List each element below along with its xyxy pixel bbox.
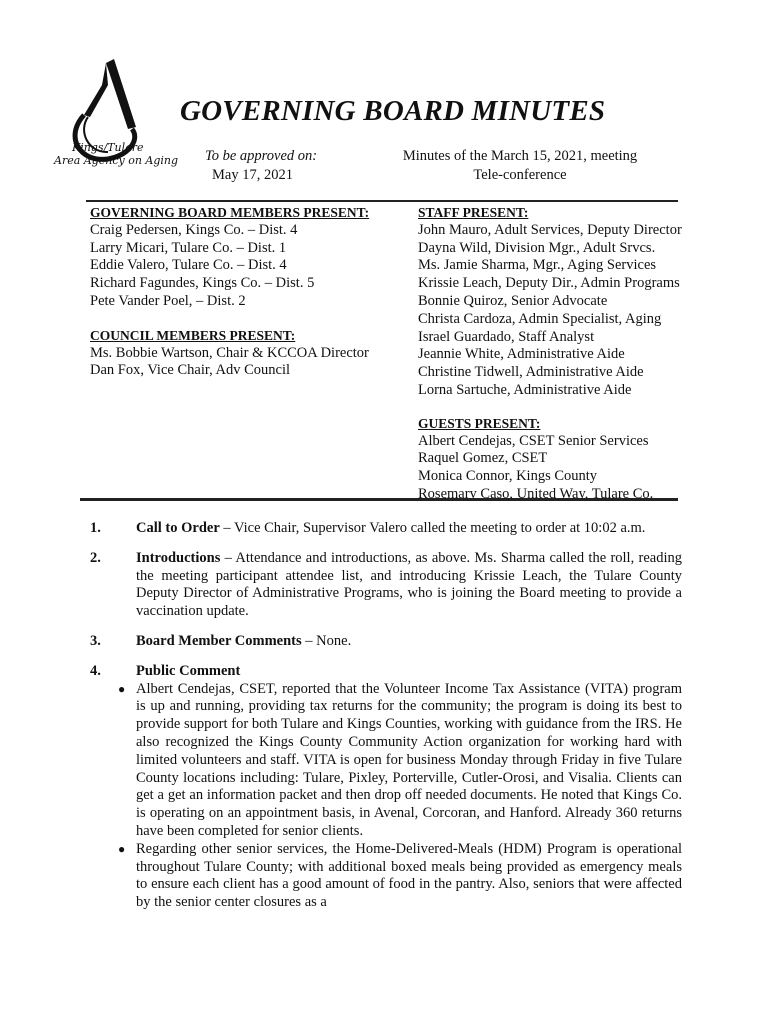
board-member: Eddie Valero, Tulare Co. – Dist. 4 <box>90 257 287 274</box>
staff-member: Lorna Sartuche, Administrative Aide <box>418 381 632 398</box>
item-text: – None. <box>301 632 352 649</box>
staff-member: Ms. Jamie Sharma, Mgr., Aging Services <box>418 257 657 274</box>
staff-member: Krissie Leach, Deputy Dir., Admin Programs <box>418 275 680 292</box>
divider <box>86 200 678 202</box>
board-member: Richard Fagundes, Kings Co. – Dist. 5 <box>90 275 315 292</box>
staff-heading: STAFF PRESENT: <box>418 205 529 220</box>
agenda-item <box>90 550 682 621</box>
attendees-right-column <box>418 204 718 504</box>
staff-member: Christine Tidwell, Administrative Aide <box>418 364 644 381</box>
approve-date: May 17, 2021 <box>212 167 293 183</box>
item-title: Introductions <box>136 549 221 566</box>
staff-member: Israel Guardado, Staff Analyst <box>418 328 595 345</box>
item-number: 3. <box>90 632 101 649</box>
council-member: Dan Fox, Vice Chair, Adv Council <box>90 362 291 379</box>
bullet-text: Albert Cendejas, CSET, reported that the Volunteer Income Tax Assistance (VITA) program is up and running, providing tax returns for the community; the program is doing its best to provide support for both Tulare and Kings Counties, working with guidance from the IRS. He also recognized the Kings County Community Action organization for working hard with limited volunteers and staff. VITA is open for business Monday through Friday in five Tulare County locations including: Tulare, Pixley, Porterville, Cutler-Orosi, and Visalia. Clients can get a get an information packet and then drop off needed documents. He noted that Kings Co. is operating on an appointment basis, in Avenal, Corcoran, and Hanford. Already 360 returns have been completed for senior clients. <box>136 680 682 839</box>
guest: Rosemary Caso, United Way, Tulare Co. <box>418 485 654 502</box>
guest: Monica Connor, Kings County <box>418 468 598 485</box>
list-item <box>90 681 682 841</box>
council-members-heading: COUNCIL MEMBERS PRESENT: <box>90 327 296 343</box>
board-members-heading: GOVERNING BOARD MEMBERS PRESENT: <box>90 205 370 220</box>
guests-heading: GUESTS PRESENT: <box>418 415 541 431</box>
attendees-left-column <box>90 204 400 380</box>
approve-label: To be approved on: <box>205 148 318 164</box>
guest: Raquel Gomez, CSET <box>418 450 548 467</box>
meeting-line: Minutes of the March 15, 2021, meeting <box>402 148 638 164</box>
item-title: Call to Order <box>136 520 220 536</box>
logo-text <box>54 141 178 167</box>
agenda-item <box>90 633 682 651</box>
guest: Albert Cendejas, CSET Senior Services <box>418 432 649 449</box>
staff-member: John Mauro, Adult Services, Deputy Director <box>418 221 682 238</box>
agenda <box>90 520 682 912</box>
divider <box>80 498 678 501</box>
staff-member: Dayna Wild, Division Mgr., Adult Srvcs. <box>418 239 656 256</box>
item-text: – Vice Chair, Supervisor Valero called the meeting to order at 10:02 a.m. <box>219 520 646 536</box>
agenda-item <box>90 663 682 681</box>
board-member: Pete Vander Poel, – Dist. 2 <box>90 292 246 309</box>
staff-member: Jeannie White, Administrative Aide <box>418 346 625 363</box>
meeting-type: Tele-conference <box>473 167 567 183</box>
logo-line-2: Area Agency on Aging <box>54 154 179 167</box>
board-member: Craig Pedersen, Kings Co. – Dist. 4 <box>90 221 298 238</box>
page-title: GOVERNING BOARD MINUTES <box>180 95 606 127</box>
board-member: Larry Micari, Tulare Co. – Dist. 1 <box>90 239 287 256</box>
staff-member: Bonnie Quiroz, Senior Advocate <box>418 292 608 309</box>
item-title: Board Member Comments <box>136 632 302 649</box>
item-number: 1. <box>90 520 101 536</box>
public-comment-list <box>90 681 682 912</box>
item-number: 4. <box>90 662 101 679</box>
council-member: Ms. Bobbie Wartson, Chair & KCCOA Director <box>90 344 369 361</box>
item-text: – Attendance and introductions, as above. Ms. Sharma called the roll, reading the meeting participant attendee list, and introducing Krissie Leach, the Tulare County Deputy Director of Administrative Programs, who is joining the Board meeting to provide a vaccination update. <box>136 549 682 620</box>
list-item <box>90 841 682 912</box>
bullet-icon: ● <box>118 681 126 696</box>
logo-line-1: Kings/Tulare <box>72 141 144 154</box>
bullet-icon: ● <box>118 841 126 856</box>
item-number: 2. <box>90 549 101 566</box>
item-title: Public Comment <box>136 662 241 679</box>
staff-member: Christa Cardoza, Admin Specialist, Aging <box>418 310 662 327</box>
agenda-item <box>90 520 682 538</box>
bullet-text: Regarding other senior services, the Home-Delivered-Meals (HDM) Program is operational throughout Tulare County; with additional boxed meals being provided as emergency meals to ensure each client has a good amount of food in the pantry. Also, seniors that were affected by the senior center closures as a <box>136 840 682 911</box>
